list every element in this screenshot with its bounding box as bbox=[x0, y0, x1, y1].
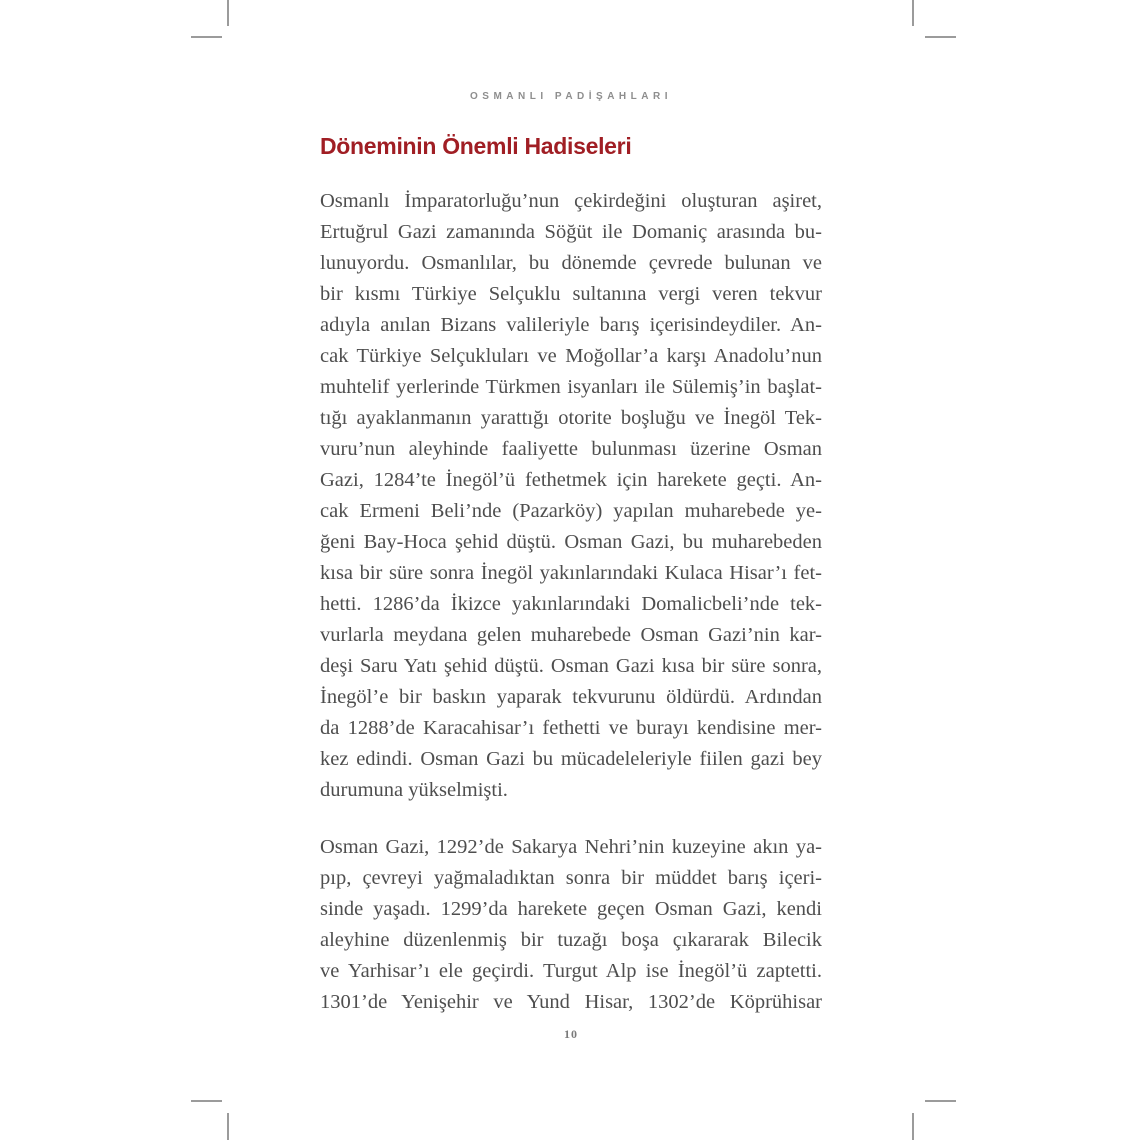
text-line: ve Yarhisar’ı ele geçirdi. Turgut Alp ise İnegöl’ü zaptetti. bbox=[320, 960, 822, 982]
crop-mark-top-right-horizontal bbox=[925, 36, 956, 38]
crop-mark-bottom-left-horizontal bbox=[191, 1100, 222, 1102]
text-line: ğeni Bay-Hoca şehid düştü. Osman Gazi, bu muharebeden bbox=[320, 531, 822, 553]
paragraph-1 bbox=[320, 186, 822, 806]
text-line: Ertuğrul Gazi zamanında Söğüt ile Domaniç arasında bu- bbox=[320, 221, 822, 243]
text-line: pıp, çevreyi yağmaladıktan sonra bir müddet barış içeri- bbox=[320, 867, 822, 889]
text-line: sinde yaşadı. 1299’da harekete geçen Osman Gazi, kendi bbox=[320, 898, 822, 920]
text-line: Osmanlı İmparatorluğu’nun çekirdeğini oluşturan aşiret, bbox=[320, 190, 822, 212]
text-line: deşi Saru Yatı şehid düştü. Osman Gazi kısa bir süre sonra, bbox=[320, 655, 822, 677]
body-text-block bbox=[320, 186, 822, 1018]
text-line: vurlarla meydana gelen muharebede Osman Gazi’nin kar- bbox=[320, 624, 822, 646]
text-line: Gazi, 1284’te İnegöl’ü fethetmek için harekete geçti. An- bbox=[320, 469, 822, 491]
text-line: vuru’nun aleyhinde faaliyette bulunması üzerine Osman bbox=[320, 438, 822, 460]
running-header: OSMANLI PADİŞAHLARI bbox=[470, 91, 672, 102]
text-line: durumuna yükselmişti. bbox=[320, 779, 508, 801]
text-line: cak Ermeni Beli’nde (Pazarköy) yapılan muharebede ye- bbox=[320, 500, 822, 522]
paragraph-2 bbox=[320, 832, 822, 1018]
text-line: adıyla anılan Bizans valileriyle barış içerisindeydiler. An- bbox=[320, 314, 822, 336]
text-line: bir kısmı Türkiye Selçuklu sultanına vergi veren tekvur bbox=[320, 283, 822, 305]
crop-mark-bottom-right-vertical bbox=[912, 1113, 914, 1140]
text-line: cak Türkiye Selçukluları ve Moğollar’a karşı Anadolu’nun bbox=[320, 345, 822, 367]
text-line: aleyhine düzenlenmiş bir tuzağı boşa çıkararak Bilecik bbox=[320, 929, 822, 951]
text-line: 1301’de Yenişehir ve Yund Hisar, 1302’de Köprühisar bbox=[320, 991, 822, 1013]
text-line: Osman Gazi, 1292’de Sakarya Nehri’nin kuzeyine akın ya- bbox=[320, 836, 822, 858]
text-line: muhtelif yerlerinde Türkmen isyanları ile Sülemiş’in başlat- bbox=[320, 376, 822, 398]
text-line: lunuyordu. Osmanlılar, bu dönemde çevrede bulunan ve bbox=[320, 252, 822, 274]
crop-mark-bottom-right-horizontal bbox=[925, 1100, 956, 1102]
crop-mark-top-left-vertical bbox=[227, 0, 229, 26]
crop-mark-top-left-horizontal bbox=[191, 36, 222, 38]
text-line: kısa bir süre sonra İnegöl yakınlarındaki Kulaca Hisar’ı fet- bbox=[320, 562, 822, 584]
text-line: hetti. 1286’da İkizce yakınlarındaki Domalicbeli’nde tek- bbox=[320, 593, 822, 615]
crop-mark-bottom-left-vertical bbox=[227, 1113, 229, 1140]
text-line: da 1288’de Karacahisar’ı fethetti ve burayı kendisine mer- bbox=[320, 717, 822, 739]
text-line: tığı ayaklanmanın yarattığı otorite boşluğu ve İnegöl Tek- bbox=[320, 407, 822, 429]
section-heading: Döneminin Önemli Hadiseleri bbox=[320, 133, 632, 159]
text-line: kez edindi. Osman Gazi bu mücadeleleriyle fiilen gazi bey bbox=[320, 748, 822, 770]
text-line: İnegöl’e bir baskın yaparak tekvurunu öldürdü. Ardından bbox=[320, 686, 822, 708]
page-number: 10 bbox=[564, 1027, 578, 1041]
crop-mark-top-right-vertical bbox=[912, 0, 914, 26]
